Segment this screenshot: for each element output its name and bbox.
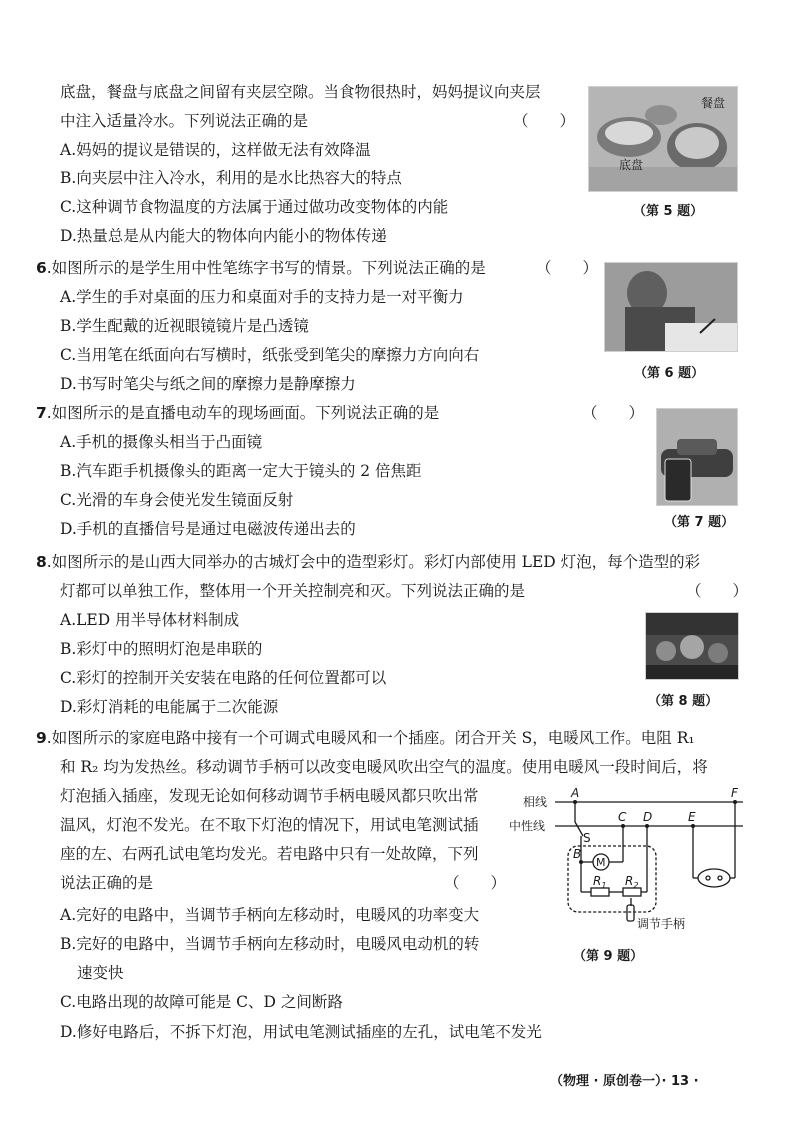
socket-left-hole	[706, 876, 710, 880]
q5-option-d: D.热量总是从内能大的物体向内能小的物体传递	[60, 227, 387, 245]
q5-plate-illustration	[589, 87, 737, 191]
q9-stem-line1	[36, 728, 695, 748]
q6-option-b: B.学生配戴的近视眼镜镜片是凸透镜	[60, 317, 309, 335]
q9-number: 9	[36, 729, 47, 747]
q9-stem-line6: 说法正确的是	[60, 874, 154, 892]
q7-option-b: B.汽车距手机摄像头的距离一定大于镜头的 2 倍焦距	[60, 462, 422, 480]
page-footer: （物理 · 原创卷一）· 13 ·	[550, 1074, 699, 1089]
label-r1-letter: R	[593, 874, 602, 888]
q7-option-d: D.手机的直播信号是通过电磁波传递出去的	[60, 520, 356, 538]
q8-lantern-illustration	[646, 613, 738, 679]
node-f	[733, 800, 737, 804]
label-r2-letter: R	[625, 874, 634, 888]
q7-stem	[36, 403, 439, 423]
q6-stem-text: .如图所示的是学生用中性笔练字书写的情景。下列说法正确的是	[46, 259, 486, 277]
q8-option-d: D.彩灯消耗的电能属于二次能源	[60, 698, 279, 716]
label-f: F	[731, 786, 738, 800]
q8-stem-line2: 灯都可以单独工作，整体用一个开关控制亮和灭。下列说法正确的是	[60, 582, 526, 600]
label-d: D	[643, 810, 653, 824]
q5-label-base: 底盘	[619, 158, 644, 172]
label-neutral-wire: 中性线	[509, 819, 546, 833]
q5-plate-photo	[588, 86, 738, 192]
q6-answer-paren: （ ）	[536, 259, 599, 277]
node-c	[621, 824, 625, 828]
label-b: B	[573, 847, 582, 861]
label-live-wire: 相线	[523, 795, 548, 809]
label-r2-sub: 2	[633, 881, 639, 890]
q8-number: 8	[36, 553, 47, 571]
label-r1	[593, 874, 606, 890]
q5-label-plate: 餐盘	[701, 96, 726, 110]
q5-option-c: C.这种调节食物温度的方法属于通过做功改变物体的内能	[60, 198, 449, 216]
q7-answer-paren: （ ）	[582, 404, 645, 422]
q5-stem-line2: 中注入适量冷水。下列说法正确的是	[60, 112, 309, 130]
q8-stem-text1: .如图所示的是山西大同举办的古城灯会中的造型彩灯。彩灯内部使用 LED 灯泡，每个造型的彩	[46, 553, 701, 571]
label-r2	[625, 874, 638, 890]
q9-option-b-line1: B.完好的电路中，当调节手柄向左移动时，电暖风电动机的转	[60, 935, 480, 953]
q7-livestream-photo	[656, 408, 738, 506]
q5-option-a: A.妈妈的提议是错误的，这样做无法有效降温	[60, 141, 371, 159]
q8-option-c: C.彩灯的控制开关安装在电路的任何位置都可以	[60, 669, 387, 687]
node-a	[573, 800, 577, 804]
adjust-handle-icon	[627, 905, 634, 921]
label-a: A	[571, 786, 580, 800]
q6-caption: （第 6 题）	[634, 366, 705, 381]
q7-option-c: C.光滑的车身会使光发生镜面反射	[60, 491, 294, 509]
label-r1-sub: 1	[601, 881, 607, 890]
q8-lantern-photo	[645, 612, 739, 680]
q7-option-a: A.手机的摄像头相当于凸面镜	[60, 433, 263, 451]
q9-circuit-diagram	[505, 786, 750, 936]
q6-writing-photo	[604, 262, 738, 352]
q7-caption: （第 7 题）	[664, 515, 735, 530]
q8-answer-paren: （ ）	[686, 582, 749, 600]
socket-icon	[698, 869, 730, 887]
q9-option-b-line2: 速变快	[77, 964, 124, 982]
q9-stem-text1: .如图所示的家庭电路中接有一个可调式电暖风和一个插座。闭合开关 S，电暖风工作。电阻 R₁	[46, 729, 695, 747]
q6-option-c: C.当用笔在纸面向右写横时，纸张受到笔尖的摩擦力方向向右	[60, 346, 480, 364]
node-d	[645, 824, 649, 828]
q9-option-c: C.电路出现的故障可能是 C、D 之间断路	[60, 993, 343, 1011]
q8-option-b: B.彩灯中的照明灯泡是串联的	[60, 640, 263, 658]
q6-stem	[36, 258, 486, 278]
q9-caption: （第 9 题）	[573, 949, 644, 964]
q6-number: 6	[36, 259, 47, 277]
q5-option-b: B.向夹层中注入冷水，利用的是水比热容大的特点	[60, 169, 402, 187]
socket-right-hole	[718, 876, 722, 880]
node-e	[691, 824, 695, 828]
q6-option-d: D.书写时笔尖与纸之间的摩擦力是静摩擦力	[60, 375, 356, 393]
q9-stem-line2: 和 R₂ 均为发热丝。移动调节手柄可以改变电暖风吹出空气的温度。使用电暖风一段时间后，将	[60, 758, 708, 776]
q6-option-a: A.学生的手对桌面的压力和桌面对手的支持力是一对平衡力	[60, 288, 464, 306]
label-e: E	[688, 810, 696, 824]
label-adjust-handle: 调节手柄	[637, 917, 686, 931]
q9-option-d: D.修好电路后，不拆下灯泡，用试电笔测试插座的左孔，试电笔不发光	[60, 1023, 542, 1041]
q8-stem-line1	[36, 552, 700, 572]
q5-caption: （第 5 题）	[633, 204, 704, 219]
label-m: M	[596, 856, 606, 869]
q8-caption: （第 8 题）	[648, 694, 719, 709]
label-c: C	[618, 810, 627, 824]
q9-stem-line4: 温风，灯泡不发光。在不取下灯泡的情况下，用试电笔测试插	[60, 816, 479, 834]
q5-stem-line1: 底盘，餐盘与底盘之间留有夹层空隙。当食物很热时，妈妈提议向夹层	[60, 83, 541, 101]
q9-option-a: A.完好的电路中，当调节手柄向左移动时，电暖风的功率变大	[60, 906, 480, 924]
q9-stem-line5: 座的左、右两孔试电笔均发光。若电路中只有一处故障，下列	[60, 845, 479, 863]
q9-stem-line3: 灯泡插入插座，发现无论如何移动调节手柄电暖风都只吹出常	[60, 787, 479, 805]
q7-car-phone-illustration	[657, 409, 737, 505]
q7-stem-text: .如图所示的是直播电动车的现场画面。下列说法正确的是	[46, 404, 440, 422]
q9-answer-paren: （ ）	[444, 874, 507, 892]
q7-number: 7	[36, 404, 47, 422]
q8-option-a: A.LED 用半导体材料制成	[60, 611, 240, 629]
q5-answer-paren: （ ）	[513, 112, 576, 130]
q6-student-illustration	[605, 263, 737, 351]
switch-s	[575, 822, 583, 836]
label-s: S	[583, 831, 591, 845]
